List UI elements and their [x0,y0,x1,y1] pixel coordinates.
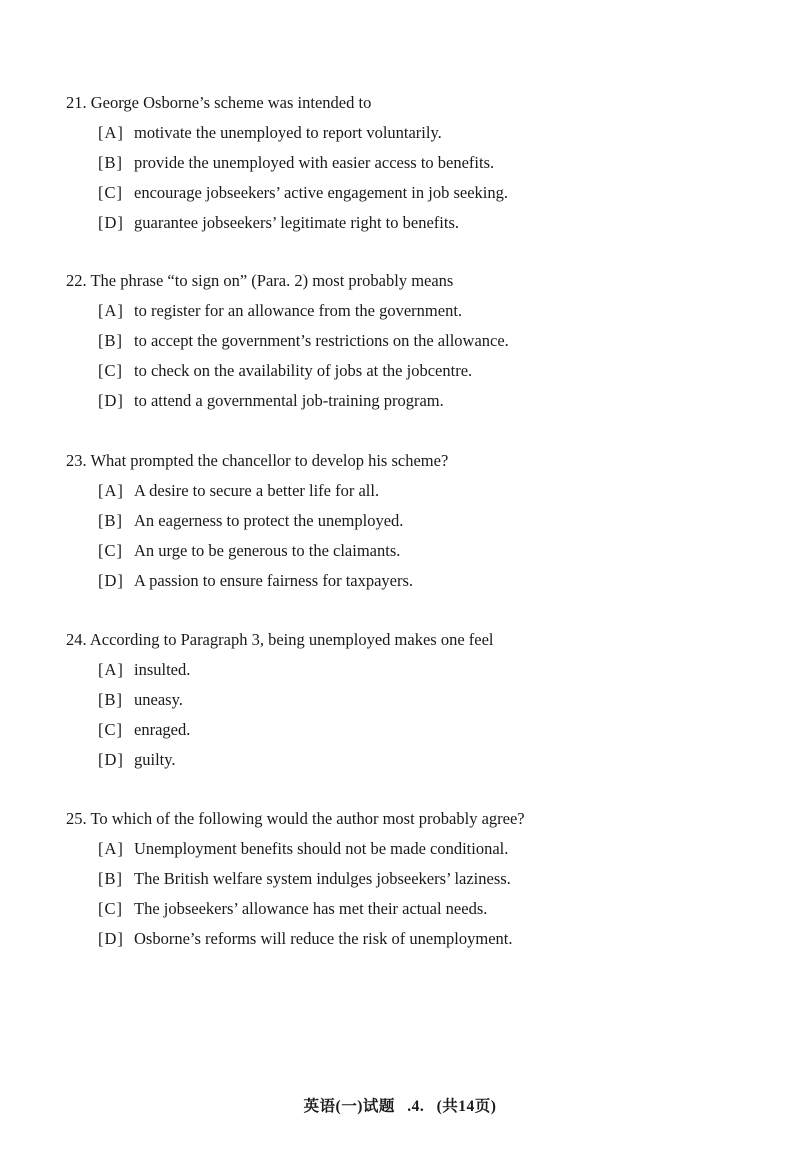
option-text: A desire to secure a better life for all. [134,481,380,500]
option-letter: [C] [98,720,123,739]
option-b[interactable] [98,511,766,531]
option-text: to check on the availability of jobs at the jobcentre. [134,361,473,380]
option-text: uneasy. [134,690,183,709]
option-text: guilty. [134,750,176,769]
option-text: An urge to be generous to the claimants. [134,541,401,560]
option-letter: [C] [98,361,123,380]
question-stem: 24. According to Paragraph 3, being unemployed makes one feel [66,630,494,649]
question-23 [66,451,766,591]
option-letter: [D] [98,750,124,769]
footer-page-number: .4. [407,1098,425,1115]
option-text: guarantee jobseekers’ legitimate right to benefits. [134,213,459,232]
option-d[interactable] [98,571,766,591]
option-d[interactable] [98,213,766,233]
option-b[interactable] [98,690,766,710]
option-a[interactable] [98,839,766,859]
option-letter: [D] [98,571,124,590]
option-text: to register for an allowance from the government. [134,301,463,320]
question-24 [66,630,766,770]
option-letter: [C] [98,899,123,918]
question-25 [66,809,766,949]
option-text: An eagerness to protect the unemployed. [134,511,404,530]
option-letter: [B] [98,511,123,530]
option-letter: [D] [98,391,124,410]
option-d[interactable] [98,750,766,770]
option-letter: [C] [98,541,123,560]
option-letter: [D] [98,929,124,948]
option-b[interactable] [98,153,766,173]
option-d[interactable] [98,929,766,949]
option-a[interactable] [98,481,766,501]
option-letter: [A] [98,660,124,679]
option-b[interactable] [98,331,766,351]
option-text: enraged. [134,720,191,739]
footer-title: 英语(一)试题 [303,1098,395,1115]
option-letter: [B] [98,331,123,350]
option-text: The jobseekers’ allowance has met their actual needs. [134,899,488,918]
footer-total-pages: (共14页) [436,1098,497,1115]
option-text: to attend a governmental job-training program. [134,391,444,410]
option-text: A passion to ensure fairness for taxpayers. [134,571,414,590]
question-stem: 22. The phrase “to sign on” (Para. 2) most probably means [66,271,454,290]
option-letter: [D] [98,213,124,232]
option-letter: [B] [98,153,123,172]
option-text: to accept the government’s restrictions on the allowance. [134,331,509,350]
option-a[interactable] [98,123,766,143]
question-22 [66,271,766,411]
option-text: Unemployment benefits should not be made conditional. [134,839,509,858]
option-a[interactable] [98,301,766,321]
option-c[interactable] [98,720,766,740]
option-letter: [A] [98,481,124,500]
option-c[interactable] [98,899,766,919]
option-letter: [B] [98,869,123,888]
option-d[interactable] [98,391,766,411]
question-21 [66,93,766,233]
option-letter: [A] [98,301,124,320]
option-text: The British welfare system indulges jobseekers’ laziness. [134,869,511,888]
option-text: provide the unemployed with easier access to benefits. [134,153,495,172]
option-c[interactable] [98,183,766,203]
option-text: encourage jobseekers’ active engagement in job seeking. [134,183,508,202]
option-text: Osborne’s reforms will reduce the risk of unemployment. [134,929,513,948]
page-footer [0,1094,800,1116]
option-letter: [C] [98,183,123,202]
question-stem: 23. What prompted the chancellor to develop his scheme? [66,451,449,470]
option-text: motivate the unemployed to report voluntarily. [134,123,442,142]
option-text: insulted. [134,660,191,679]
question-stem: 25. To which of the following would the author most probably agree? [66,809,525,828]
option-b[interactable] [98,869,766,889]
option-c[interactable] [98,541,766,561]
option-a[interactable] [98,660,766,680]
option-letter: [B] [98,690,123,709]
option-c[interactable] [98,361,766,381]
option-letter: [A] [98,123,124,142]
question-stem: 21. George Osborne’s scheme was intended to [66,93,372,112]
option-letter: [A] [98,839,124,858]
